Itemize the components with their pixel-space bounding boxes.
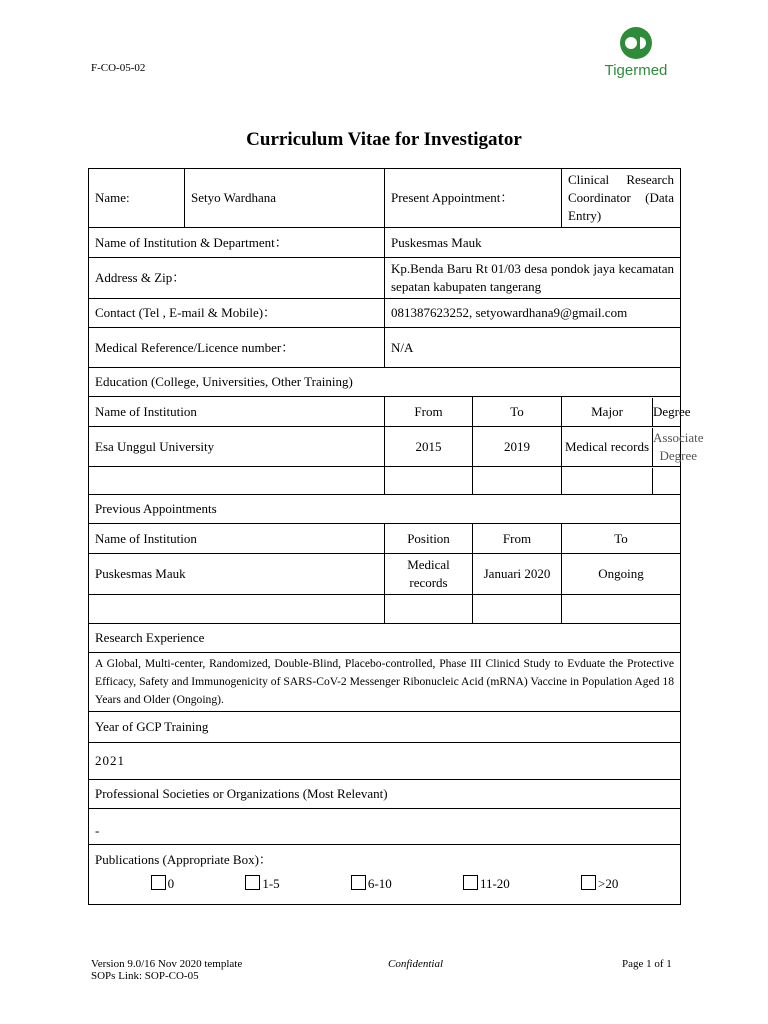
gcp-row bbox=[89, 743, 681, 780]
footer-version: Version 9.0/16 Nov 2020 template bbox=[91, 958, 243, 970]
institution-row bbox=[89, 228, 681, 258]
edu-institution: Esa Unggul University bbox=[89, 427, 385, 467]
research-section-row bbox=[89, 624, 681, 653]
appointments-section-row bbox=[89, 495, 681, 524]
pub-option-label: 1-5 bbox=[262, 876, 280, 891]
edu-header-to: To bbox=[473, 397, 562, 427]
pub-option-0[interactable] bbox=[151, 875, 175, 893]
appt-header-to: To bbox=[562, 524, 681, 554]
appt-header-institution: Name of Institution bbox=[89, 524, 385, 554]
gcp-section-label: Year of GCP Training bbox=[89, 712, 681, 743]
checkbox-icon[interactable] bbox=[351, 875, 366, 890]
pub-option-6-10[interactable] bbox=[351, 875, 392, 893]
research-row bbox=[89, 653, 681, 712]
edu-major-degree-cell bbox=[562, 427, 704, 467]
address-row bbox=[89, 258, 681, 299]
edu-header-major-text: Major bbox=[562, 398, 653, 426]
societies-section-label: Professional Societies or Organizations (Most Relevant) bbox=[89, 780, 681, 809]
checkbox-icon[interactable] bbox=[581, 875, 596, 890]
checkbox-icon[interactable] bbox=[151, 875, 166, 890]
education-row bbox=[89, 427, 681, 467]
publications-cell bbox=[89, 845, 681, 905]
edu-header-institution: Name of Institution bbox=[89, 397, 385, 427]
footer-sop-link: SOPs Link: SOP-CO-05 bbox=[91, 970, 199, 982]
education-header-row bbox=[89, 397, 681, 427]
gcp-value: 2021 bbox=[89, 743, 681, 780]
appt-to: Ongoing bbox=[562, 554, 681, 595]
edu-from: 2015 bbox=[385, 427, 473, 467]
education-empty-row bbox=[89, 467, 681, 495]
appt-from: Januari 2020 bbox=[473, 554, 562, 595]
pub-option-label: >20 bbox=[598, 876, 619, 891]
pub-option-over-20[interactable] bbox=[581, 875, 618, 893]
tigermed-logo bbox=[596, 24, 676, 84]
appt-empty-from bbox=[473, 595, 562, 624]
research-text: A Global, Multi-center, Randomized, Double-Blind, Placebo-controlled, Phase III Clinicd Study to Evduate the Protective Efficacy, Safety and Immunogenicity of SARS-CoV-2 Messenger Ribonucleic Acid (mRNA) Vaccine in Population Aged 18 Years and Older (Ongoing). bbox=[89, 653, 681, 712]
appt-institution: Puskesmas Mauk bbox=[89, 554, 385, 595]
appt-empty-to bbox=[562, 595, 681, 624]
publications-options bbox=[95, 869, 674, 895]
gcp-section-row bbox=[89, 712, 681, 743]
pub-option-label: 11-20 bbox=[479, 876, 510, 891]
appointment-row bbox=[89, 554, 681, 595]
institution-label: Name of Institution & Department： bbox=[89, 228, 385, 258]
cv-form-table bbox=[88, 168, 704, 905]
contact-row bbox=[89, 299, 681, 328]
edu-empty-to bbox=[473, 467, 562, 495]
publications-section-label: Publications (Appropriate Box)： bbox=[95, 852, 272, 867]
address-label: Address & Zip： bbox=[89, 258, 385, 299]
pub-option-1-5[interactable] bbox=[245, 875, 279, 893]
edu-to: 2019 bbox=[473, 427, 562, 467]
appt-empty-position bbox=[385, 595, 473, 624]
pub-option-11-20[interactable] bbox=[463, 875, 510, 893]
footer-page-number: Page 1 of 1 bbox=[622, 958, 672, 970]
page-title: Curriculum Vitae for Investigator bbox=[246, 129, 522, 150]
appt-empty-institution bbox=[89, 595, 385, 624]
name-row bbox=[89, 169, 681, 228]
name-label: Name: bbox=[89, 169, 185, 228]
appointments-section-label: Previous Appointments bbox=[89, 495, 681, 524]
license-value: N/A bbox=[385, 328, 681, 368]
logo-text: Tigermed bbox=[604, 62, 668, 79]
edu-empty-major-degree bbox=[562, 467, 681, 495]
license-row bbox=[89, 328, 681, 368]
societies-row bbox=[89, 809, 681, 845]
edu-empty-from bbox=[385, 467, 473, 495]
footer-confidential: Confidential bbox=[388, 958, 443, 970]
contact-label: Contact (Tel , E-mail & Mobile)： bbox=[89, 299, 385, 328]
edu-degree: Associate Degree bbox=[653, 429, 704, 463]
edu-empty-institution bbox=[89, 467, 385, 495]
research-section-label: Research Experience bbox=[89, 624, 681, 653]
address-value: Kp.Benda Baru Rt 01/03 desa pondok jaya kecamatan sepatan kabupaten tangerang bbox=[385, 258, 681, 299]
societies-section-row bbox=[89, 780, 681, 809]
institution-value: Puskesmas Mauk bbox=[385, 228, 681, 258]
checkbox-icon[interactable] bbox=[245, 875, 260, 890]
edu-header-from: From bbox=[385, 397, 473, 427]
appointment-value: Clinical Research Coordinator (Data Entry) bbox=[562, 169, 681, 228]
education-section-row bbox=[89, 368, 681, 397]
name-value: Setyo Wardhana bbox=[185, 169, 385, 228]
checkbox-icon[interactable] bbox=[463, 875, 478, 890]
appointment-empty-row bbox=[89, 595, 681, 624]
appt-header-position: Position bbox=[385, 524, 473, 554]
edu-header-major-degree-cell bbox=[562, 397, 691, 427]
edu-major: Medical records bbox=[562, 428, 653, 466]
edu-header-degree: Degree bbox=[653, 403, 691, 419]
contact-value: 081387623252, setyowardhana9@gmail.com bbox=[385, 299, 681, 328]
license-label: Medical Reference/Licence number： bbox=[89, 328, 385, 368]
document-code: F-CO-05-02 bbox=[91, 62, 146, 74]
appt-header-from: From bbox=[473, 524, 562, 554]
logo-mark-icon bbox=[596, 24, 676, 64]
appt-position: Medical records bbox=[385, 554, 473, 595]
appointments-header-row bbox=[89, 524, 681, 554]
societies-value: - bbox=[89, 809, 681, 845]
appointment-label: Present Appointment： bbox=[385, 169, 562, 228]
education-section-label: Education (College, Universities, Other Training) bbox=[89, 368, 681, 397]
pub-option-label: 6-10 bbox=[367, 876, 392, 891]
publications-row bbox=[89, 845, 681, 905]
footer-version-block bbox=[91, 958, 242, 982]
pub-option-label: 0 bbox=[167, 876, 175, 891]
